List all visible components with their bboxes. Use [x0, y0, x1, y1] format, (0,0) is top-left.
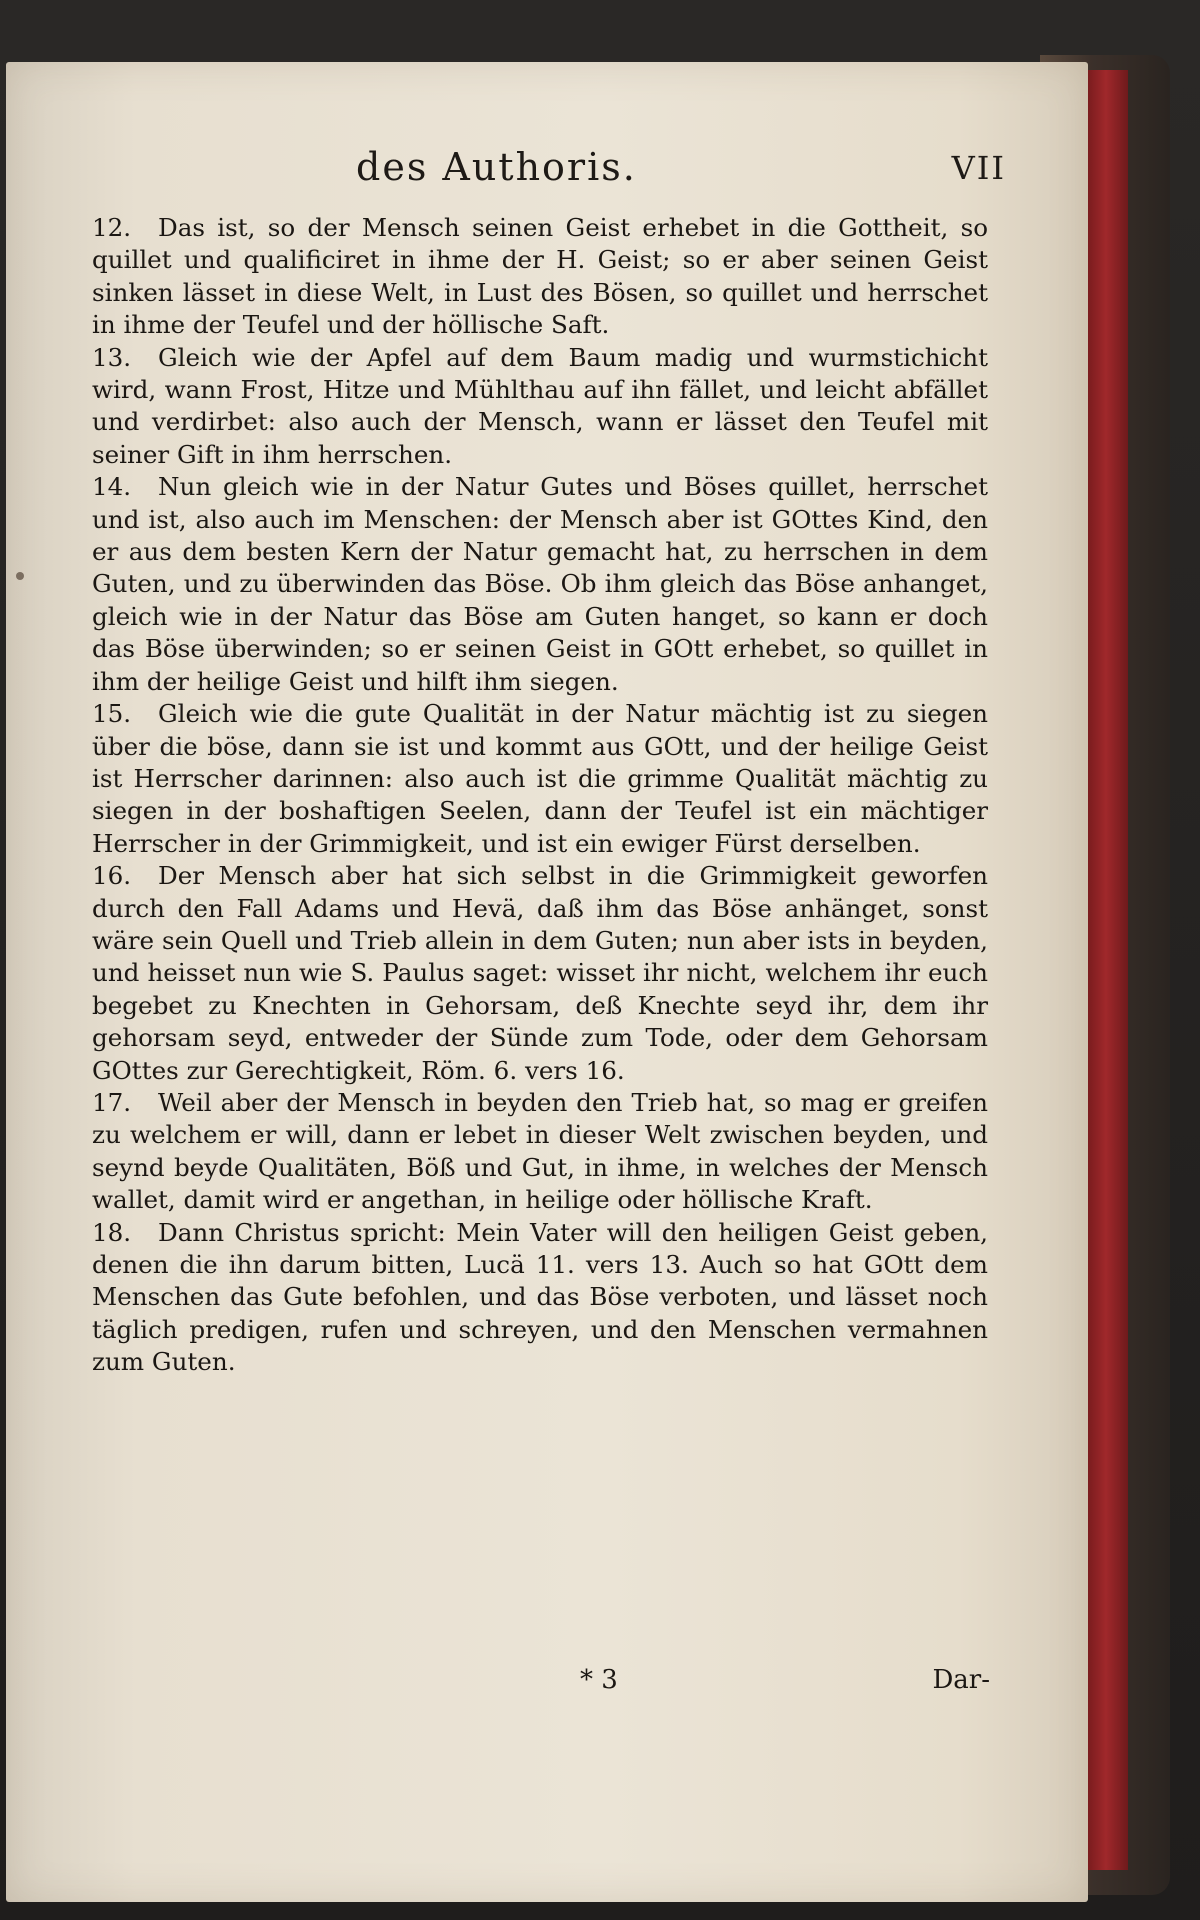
- paragraph-15: [92, 698, 988, 860]
- paragraph-text: Nun gleich wie in der Natur Gutes und Böses quillet, herrschet und ist, also auch im Menschen: der Mensch aber ist GOttes Kind, den er aus dem besten Kern der Natur gemacht hat, zu herrschen in dem Guten, und zu überwinden das Böse. Ob ihm gleich das Böse anhanget, gleich wie in der Natur das Böse am Guten hanget, so kann er doch das Böse überwinden; so er seinen Geist in GOtt erhebet, so quillet in ihm der heilige Geist und hilft ihm siegen.: [92, 472, 988, 696]
- paragraph-number: 14.: [92, 472, 132, 502]
- paragraph-text: Dann Christus spricht: Mein Vater will den heiligen Geist geben, denen die ihn darum bitten, Lucä 11. vers 13. Auch so hat GOtt dem Menschen das Gute befohlen, und das Böse verboten, und lässet noch täglich predigen, rufen und schreyen, und den Menschen vermahnen zum Guten.: [92, 1217, 988, 1377]
- paragraph-number: 17.: [92, 1087, 132, 1117]
- paragraph-text: Der Mensch aber hat sich selbst in die Grimmigkeit geworfen durch den Fall Adams und Hevä, daß ihm das Böse anhänget, sonst wäre sein Quell und Trieb allein in dem Guten; nun aber ists in beyden, und heisset nun wie S. Paulus saget: wisset ihr nicht, welchem ihr euch begebet zu Knechten in Gehorsam, deß Knechte seyd ihr, dem ihr gehorsam seyd, entweder der Sünde zum Tode, oder dem Gehorsam GOttes zur Gerechtigkeit, Röm. 6. vers 16.: [92, 861, 988, 1085]
- paper-speck: [16, 572, 24, 580]
- signature-mark: * 3: [580, 1665, 618, 1695]
- paragraph-text: Gleich wie die gute Qualität in der Natur mächtig ist zu siegen über die böse, dann sie ist und kommt aus GOtt, und der heilige Geist ist Herrscher darinnen: also auch ist die grimme Qualität mächtig zu siegen in der boshaftigen Seelen, dann der Teufel ist ein mächtiger Herrscher in der Grimmigkeit, und ist ein ewiger Fürst derselben.: [92, 699, 988, 858]
- paragraph-18: [92, 1217, 988, 1379]
- paragraph-number: 18.: [92, 1217, 132, 1247]
- paragraph-number: 16.: [92, 861, 132, 891]
- catchword: Dar-: [932, 1665, 990, 1695]
- paragraph-number: 12.: [92, 213, 132, 242]
- paragraph-14: [92, 471, 988, 698]
- paragraph-number: 13.: [92, 342, 132, 372]
- running-head: des Authoris.: [356, 145, 637, 189]
- page-footer: [580, 1665, 990, 1705]
- paragraph-text: Weil aber der Mensch in beyden den Trieb hat, so mag er greifen zu welchem er will, dann er lebet in dieser Welt zwischen beyden, und seynd beyde Qualitäten, Böß und Gut, in ihme, in welches der Mensch wallet, damit wird er angethan, in heilige oder höllische Kraft.: [92, 1087, 988, 1215]
- page-body: [92, 212, 988, 1379]
- paragraph-12: [92, 212, 988, 342]
- paragraph-13: [92, 342, 988, 472]
- page-header: [356, 145, 1006, 195]
- red-page-edges: [1088, 70, 1128, 1870]
- paragraph-text: Gleich wie der Apfel auf dem Baum madig und wurmstichicht wird, wann Frost, Hitze und Mühlthau auf ihn fället, und leicht abfället und verdirbet: also auch der Mensch, wann er lässet den Teufel mit seiner Gift in ihm herrschen.: [92, 342, 988, 469]
- paragraph-16: [92, 860, 988, 1087]
- paragraph-17: [92, 1087, 988, 1217]
- paragraph-number: 15.: [92, 699, 132, 729]
- page-number: VII: [951, 149, 1006, 187]
- paragraph-text: Das ist, so der Mensch seinen Geist erhebet in die Gottheit, so quillet und qualificiret in ihme der H. Geist; so er aber seinen Geist sinken lässet in diese Welt, in Lust des Bösen, so quillet und herrschet in ihme der Teufel und der höllische Saft.: [92, 213, 988, 340]
